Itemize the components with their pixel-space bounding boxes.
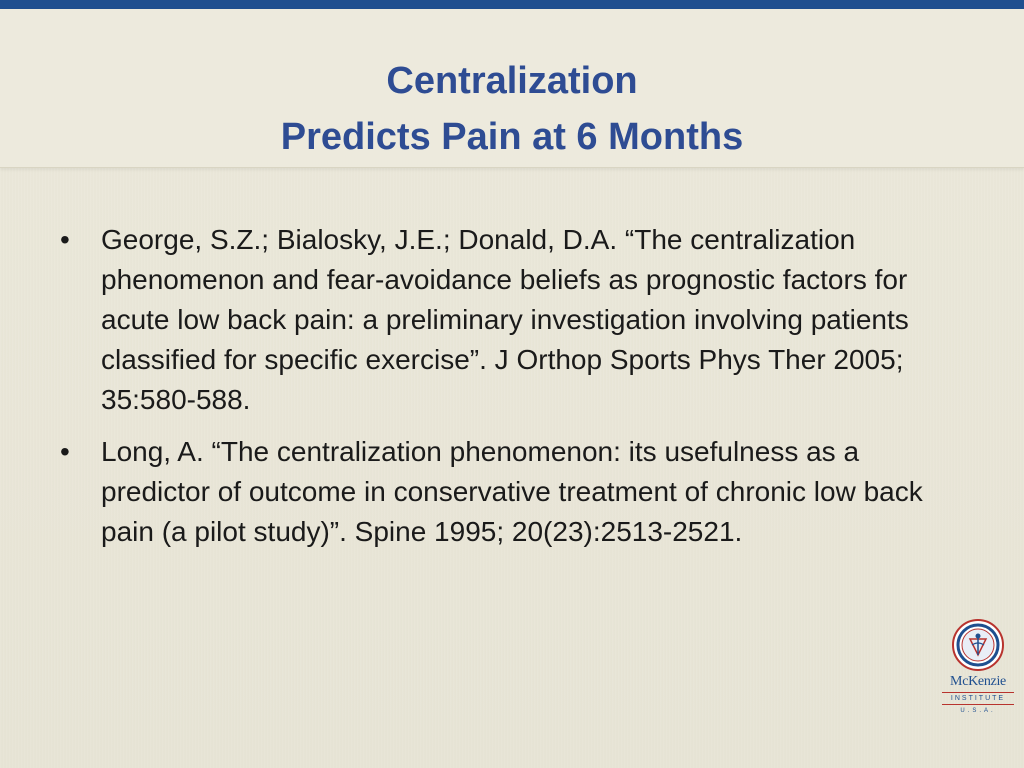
logo-institute: INSTITUTE: [942, 692, 1014, 705]
reference-list: [56, 220, 966, 564]
reference-item: [56, 220, 966, 420]
reference-text: Long, A. “The centralization phenomenon: its usefulness as a predictor of outcome in conservative treatment of chronic low back pain (a pilot study)”. Spine 1995; 20(23):2513-2521.: [101, 436, 923, 547]
reference-item: [56, 432, 966, 552]
logo-name: McKenzie: [950, 674, 1006, 689]
mckenzie-institute-logo: [942, 619, 1014, 719]
bullet-icon: •: [60, 224, 70, 255]
slide-title-line-1: Centralization: [386, 60, 638, 102]
slide-title: [0, 53, 1024, 165]
bullet-icon: •: [60, 436, 70, 467]
title-band: [0, 9, 1024, 168]
slide-title-line-2: Predicts Pain at 6 Months: [280, 116, 744, 158]
logo-country: U.S.A.: [960, 708, 996, 714]
top-accent-bar: [0, 0, 1024, 9]
reference-text: George, S.Z.; Bialosky, J.E.; Donald, D.A. “The centralization phenomenon and fear-avoidance beliefs as prognostic factors for acute low back pain: a preliminary investigation involving patients classified for specific exercise”. J Orthop Sports Phys Ther 2005; 35:580-588.: [101, 224, 909, 415]
seal-icon: [952, 619, 1004, 671]
